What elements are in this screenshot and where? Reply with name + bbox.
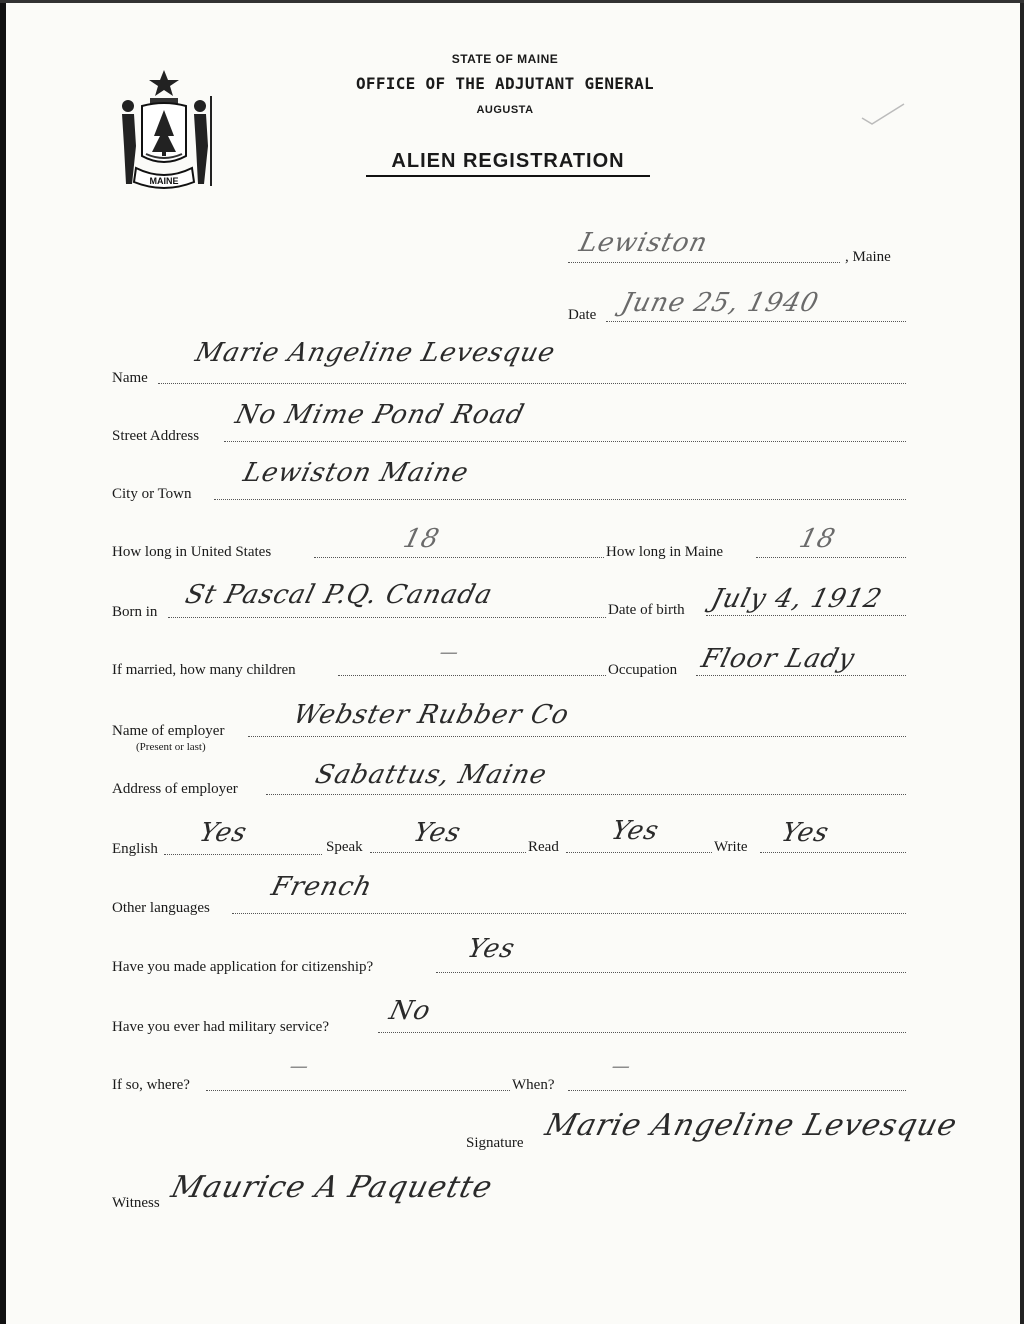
write-line [760,852,906,853]
read-line [566,852,712,853]
how-long-us-label: How long in United States [112,544,272,560]
scan-edge-right [1020,0,1024,1324]
state-seal-icon [112,66,216,194]
occupation-entry: Floor Lady [698,644,859,674]
city-label: City or Town [112,486,192,502]
military-entry: No [386,996,435,1026]
scan-edge-left [0,0,6,1324]
read-label: Read [528,839,559,855]
citizenship-entry: Yes [464,934,519,964]
how-long-us-line [314,557,604,558]
checkmark-icon [858,102,908,126]
street-line [224,441,906,442]
born-in-line [168,617,606,618]
how-long-maine-entry: 18 [796,524,839,554]
write-entry: Yes [778,818,833,848]
write-label: Write [714,839,748,855]
english-label: English [112,841,158,857]
name-entry: Marie Angeline Levesque [192,338,559,368]
witness-label: Witness [112,1195,160,1211]
header-office: OFFICE OF THE ADJUTANT GENERAL [356,74,654,93]
military-label: Have you ever had military service? [112,1019,329,1035]
where-line [206,1090,510,1091]
born-in-label: Born in [112,604,158,620]
name-line [158,383,906,384]
employer-address-entry: Sabattus, Maine [312,760,551,790]
citizenship-line [436,972,906,973]
dob-line [706,615,906,616]
city-entry: Lewiston Maine [240,458,472,488]
where-entry: — [287,1056,312,1077]
form-title: ALIEN REGISTRATION [366,150,650,177]
witness-entry: Maurice A Paquette [167,1170,497,1205]
employer-sub-label: (Present or last) [136,741,206,753]
when-line [568,1090,906,1091]
dob-label: Date of birth [608,602,685,618]
employer-label: Name of employer [112,723,225,739]
speak-entry: Yes [410,818,465,848]
place-line [568,262,840,263]
employer-address-label: Address of employer [112,781,238,797]
header-city: AUGUSTA [476,104,534,116]
employer-address-line [266,794,906,795]
place-suffix-label: , Maine [845,249,891,265]
how-long-maine-line [756,557,906,558]
signature-label: Signature [466,1135,524,1151]
how-long-maine-label: How long in Maine [606,544,724,560]
married-line [338,675,606,676]
street-label: Street Address [112,428,200,444]
english-line [164,854,322,855]
occupation-line [696,675,906,676]
speak-label: Speak [326,839,363,855]
military-line [378,1032,906,1033]
signature-entry: Marie Angeline Levesque [541,1108,962,1143]
date-label: Date [568,307,597,323]
date-entry: June 25, 1940 [618,288,823,318]
dob-entry: July 4, 1912 [708,584,886,614]
speak-line [370,852,526,853]
where-label: If so, where? [112,1077,190,1093]
married-label: If married, how many children [112,662,296,678]
english-entry: Yes [196,818,251,848]
name-label: Name [112,370,148,386]
header-state: STATE OF MAINE [451,52,559,66]
occupation-label: Occupation [608,662,678,678]
scan-edge-top [0,0,1024,3]
other-languages-line [232,913,906,914]
employer-line [248,736,906,737]
other-languages-entry: French [268,872,376,902]
how-long-us-entry: 18 [400,524,443,554]
street-entry: No Mime Pond Road [232,400,528,430]
children-entry: — [437,642,462,663]
date-line [606,321,906,322]
when-label: When? [512,1077,555,1093]
seal-text: MAINE [149,176,179,186]
citizenship-label: Have you made application for citizenship? [112,959,374,975]
read-entry: Yes [608,816,663,846]
place-entry: Lewiston [576,228,712,258]
employer-entry: Webster Rubber Co [290,700,573,730]
when-entry: — [609,1056,634,1077]
born-in-entry: St Pascal P.Q. Canada [182,580,496,610]
other-languages-label: Other languages [112,900,210,916]
city-line [214,499,906,500]
